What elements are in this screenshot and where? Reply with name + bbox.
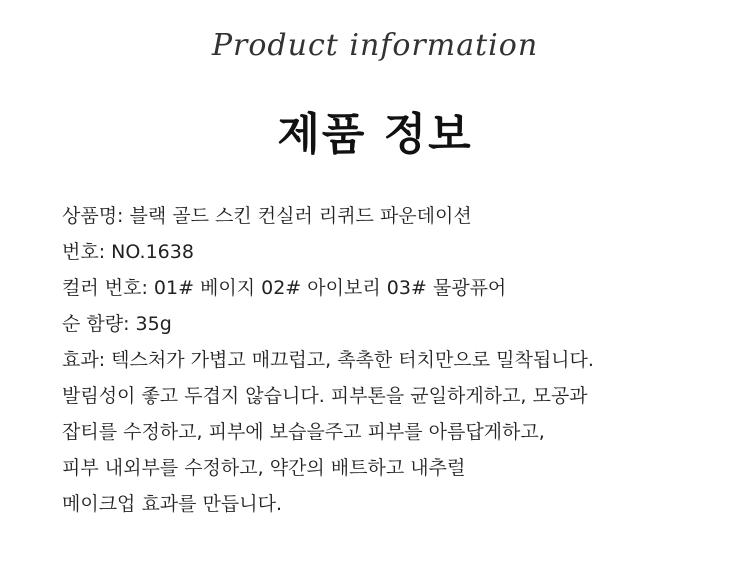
page-title: 제품 정보 (277, 109, 473, 160)
color-number-line: 컬러 번호: 01# 베이지 02# 아이보리 03# 물광퓨어 (62, 277, 507, 299)
effect-line: 발림성이 좋고 두겹지 않습니다. 피부톤을 균일하게하고, 모공과 (62, 385, 588, 407)
product-number-line: 번호: NO.1638 (62, 241, 194, 263)
script-title: Product information (211, 28, 539, 63)
effect-line: 메이크업 효과를 만듭니다. (62, 493, 283, 515)
effect-line: 피부 내외부를 수정하고, 약간의 배트하고 내추럴 (62, 457, 466, 479)
effect-line: 효과: 텍스처가 가볍고 매끄럽고, 촉촉한 터치만으로 밀착됩니다. (62, 349, 594, 371)
product-info-list (62, 198, 722, 522)
effect-line: 잡티를 수정하고, 피부에 보습을주고 피부를 아름답게하고, (62, 421, 545, 443)
net-weight-line: 순 함량: 35g (62, 313, 172, 335)
product-name-line: 상품명: 블랙 골드 스킨 컨실러 리퀴드 파운데이션 (62, 205, 472, 227)
